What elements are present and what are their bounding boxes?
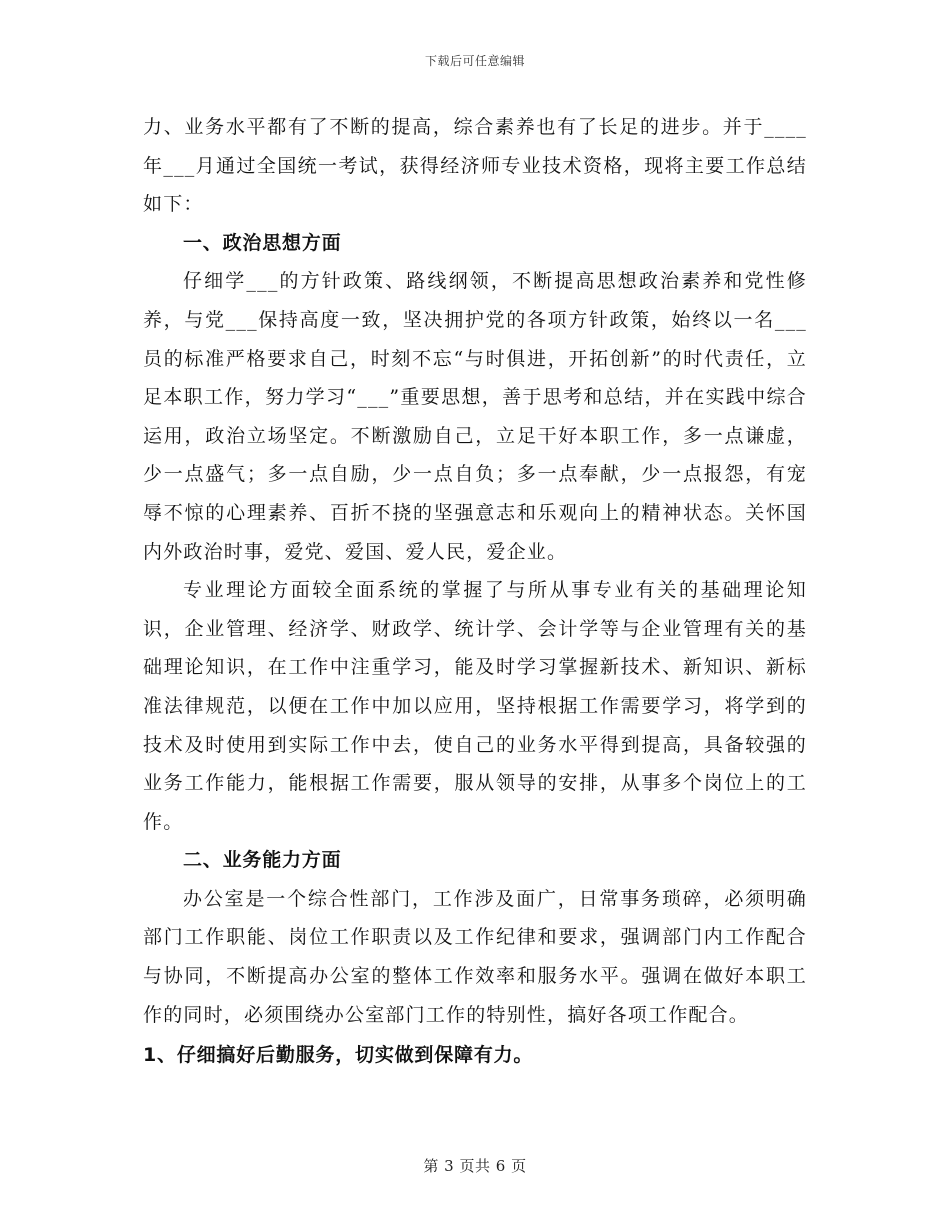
page-number: 第 3 页共 6 页 — [423, 1157, 527, 1175]
subheading-logistics: 1、仔细搞好后勤服务，切实做到保障有力。 — [143, 1044, 534, 1067]
page-header-note: 下载后可任意编辑 — [424, 54, 525, 68]
section-heading-business: 二、业务能力方面 — [183, 849, 342, 872]
paragraph-office: 办公室是一个综合性部门，工作涉及面广，日常事务琐碎，必须明确部门工作职能、岗位工作职责以及工作纪律和要求，强调部门内工作配合与协同，不断提高办公室的整体工作效率和服务水平。强调在做好本职工作的同时，必须围绕办公室部门工作的特别性，搞好各项工作配合。 — [143, 887, 807, 1026]
paragraph-theory: 专业理论方面较全面系统的掌握了与所从事专业有关的基础理论知识，企业管理、经济学、财政学、统计学、会计学等与企业管理有关的基础理论知识，在工作中注重学习，能及时学习掌握新技术、新知识、新标准法律规范，以便在工作中加以应用，坚持根据工作需要学习，将学到的技术及时使用到实际工作中去，使自己的业务水平得到提高，具备较强的业务工作能力，能根据工作需要，服从领导的安排，从事多个岗位上的工作。 — [143, 579, 807, 833]
paragraph-politics: 仔细学___的方针政策、路线纲领，不断提高思想政治素养和党性修养，与党___保持高度一致，坚决拥护党的各项方针政策，始终以一名___员的标准严格要求自己，时刻不忘“与时俱进，开拓创新”的时代责任，立足本职工作，努力学习“___”重要思想，善于思考和总结，并在实践中综合运用，政治立场坚定。不断激励自己，立足干好本职工作，多一点谦虚，少一点盛气；多一点自励，少一点自负；多一点奉献，少一点报怨，有宠辱不惊的心理素养、百折不挠的坚强意志和乐观向上的精神状态。关怀国内外政治时事，爱党、爱国、爱人民，爱企业。 — [143, 270, 807, 563]
paragraph-intro: 力、业务水平都有了不断的提高，综合素养也有了长足的进步。并于____年___月通过全国统一考试，获得经济师专业技术资格，现将主要工作总结如下： — [143, 116, 807, 216]
document-body — [143, 108, 807, 1075]
section-heading-politics: 一、政治思想方面 — [183, 231, 342, 254]
